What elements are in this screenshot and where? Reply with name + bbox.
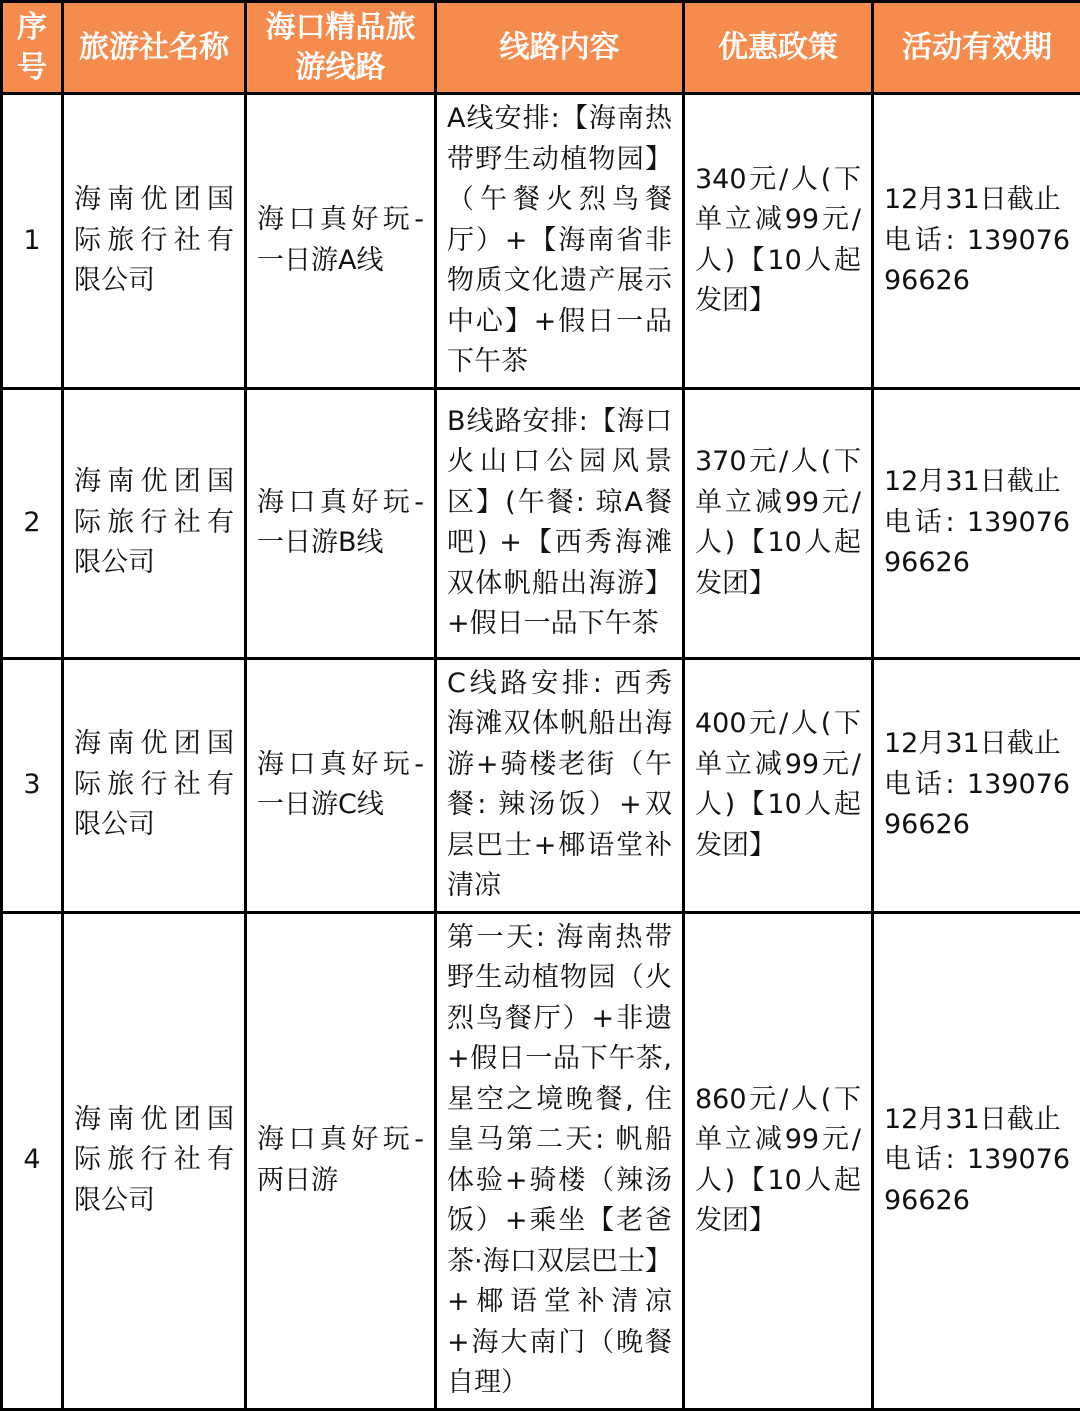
offer-policy: 340元/人(下单立减99元/人)【10人起发团】	[684, 94, 873, 389]
route-name: 海口真好玩-两日游	[246, 912, 436, 1409]
table-row	[2, 912, 1080, 1409]
offer-policy: 400元/人(下单立减99元/人)【10人起发团】	[684, 658, 873, 912]
route-content: 第一天: 海南热带野生动植物园（火烈鸟餐厅）+非遗+假日一品下午茶, 星空之境晚餐, 住皇马第二天: 帆船体验+骑楼（辣汤饭）+乘坐【老爸茶·海口双层巴士】+椰语堂补清凉+海大南门（晚餐自理）	[436, 912, 684, 1409]
agency-name: 海南优团国际旅行社有限公司	[63, 94, 246, 389]
row-index: 1	[2, 94, 63, 389]
agency-name: 海南优团国际旅行社有限公司	[63, 388, 246, 658]
header-index: 序号	[2, 2, 63, 94]
validity-cell	[873, 94, 1080, 389]
table-body	[2, 94, 1080, 1410]
contact-phone: 电话: 13907696626	[884, 503, 1070, 584]
contact-phone: 电话: 13907696626	[884, 1140, 1070, 1221]
table-header	[2, 2, 1080, 94]
route-name: 海口真好玩-一日游C线	[246, 658, 436, 912]
table-row	[2, 658, 1080, 912]
deadline-text: 12月31日截止	[884, 462, 1070, 503]
agency-name: 海南优团国际旅行社有限公司	[63, 658, 246, 912]
header-route-content: 线路内容	[436, 2, 684, 94]
header-offer: 优惠政策	[684, 2, 873, 94]
route-content: A线安排:【海南热带野生动植物园】（午餐火烈鸟餐厅）+【海南省非物质文化遗产展示中心】+假日一品下午茶	[436, 94, 684, 389]
row-index: 3	[2, 658, 63, 912]
header-route-name: 海口精品旅游线路	[246, 2, 436, 94]
deadline-text: 12月31日截止	[884, 180, 1070, 221]
route-name: 海口真好玩-一日游A线	[246, 94, 436, 389]
table-row	[2, 94, 1080, 389]
contact-phone: 电话: 13907696626	[884, 221, 1070, 302]
offer-policy: 370元/人(下单立减99元/人)【10人起发团】	[684, 388, 873, 658]
row-index: 4	[2, 912, 63, 1409]
validity-cell	[873, 388, 1080, 658]
deadline-text: 12月31日截止	[884, 724, 1070, 765]
header-agency-name: 旅游社名称	[63, 2, 246, 94]
deadline-text: 12月31日截止	[884, 1100, 1070, 1141]
header-row	[2, 2, 1080, 94]
route-content: B线路安排:【海口火山口公园风景区】(午餐: 琼A餐吧) +【西秀海滩双体帆船出海游】+假日一品下午茶	[436, 388, 684, 658]
offer-policy: 860元/人(下单立减99元/人)【10人起发团】	[684, 912, 873, 1409]
table-row	[2, 388, 1080, 658]
contact-phone: 电话: 13907696626	[884, 765, 1070, 846]
row-index: 2	[2, 388, 63, 658]
agency-name: 海南优团国际旅行社有限公司	[63, 912, 246, 1409]
validity-cell	[873, 912, 1080, 1409]
header-validity: 活动有效期	[873, 2, 1080, 94]
route-content: C线路安排: 西秀海滩双体帆船出海游+骑楼老街（午餐: 辣汤饭）+双层巴士+椰语堂补清凉	[436, 658, 684, 912]
route-name: 海口真好玩-一日游B线	[246, 388, 436, 658]
validity-cell	[873, 658, 1080, 912]
